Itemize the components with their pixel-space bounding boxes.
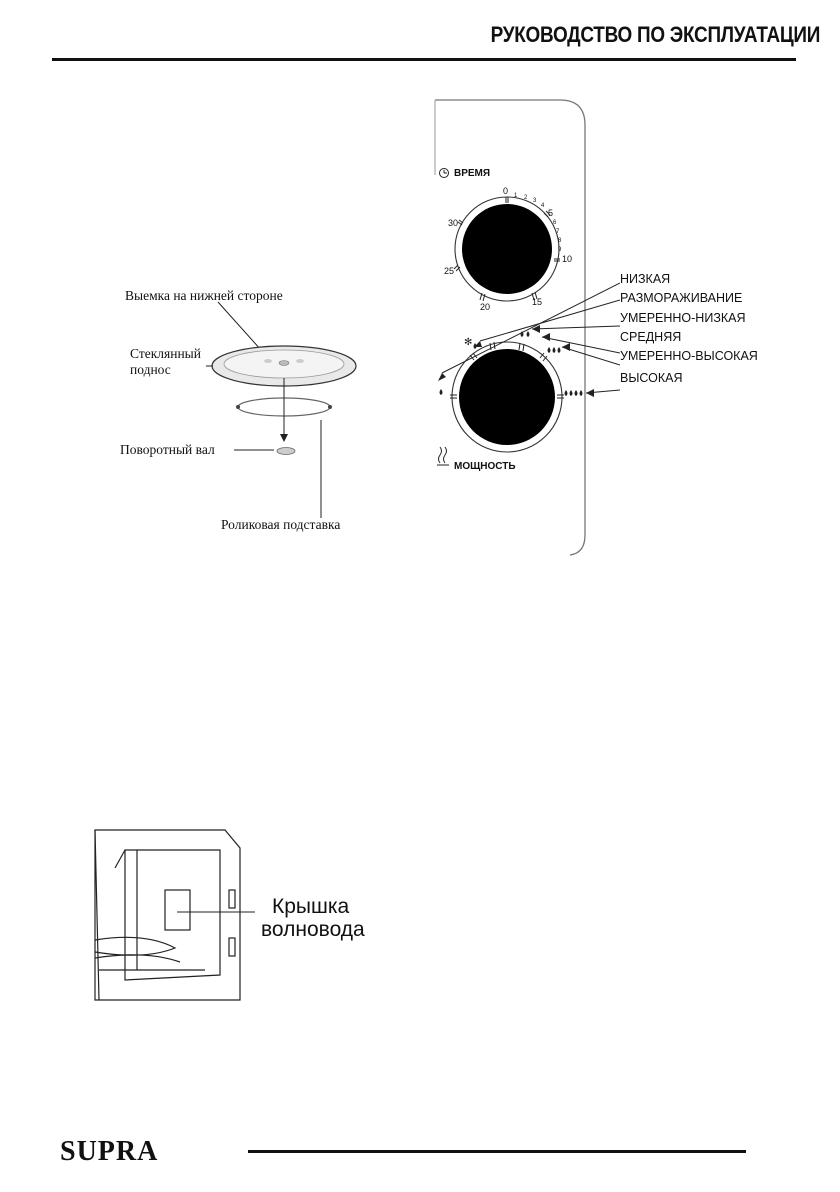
power-level-defrost: РАЗМОРАЖИВАНИЕ <box>620 291 743 305</box>
shaft-label: Поворотный вал <box>120 442 215 457</box>
tray-diagram <box>180 290 380 540</box>
time-mark-20: 20 <box>480 302 491 312</box>
header-rule <box>52 58 796 61</box>
power-icon <box>439 447 447 463</box>
time-mark-15: 15 <box>532 297 543 307</box>
power-level-high: ВЫСОКАЯ <box>620 371 683 385</box>
time-mark-0: 0 <box>503 186 509 196</box>
oven-diagram <box>85 820 255 1010</box>
control-panel <box>420 95 620 565</box>
time-minor-9: 9 <box>558 247 562 253</box>
time-title: ВРЕМЯ <box>454 168 491 179</box>
time-mark-10: 10 <box>562 254 573 264</box>
power-level-medium-high: УМЕРЕННО-ВЫСОКАЯ <box>620 349 758 363</box>
page-title: РУКОВОДСТВО ПО ЭКСПЛУАТАЦИИ <box>490 22 820 47</box>
power-title: МОЩНОСТЬ <box>454 461 516 472</box>
time-knob <box>462 204 552 294</box>
leader-medium-high <box>562 347 620 365</box>
oven-cavity <box>125 850 220 980</box>
time-mark-5: 5 <box>548 208 554 218</box>
defrost-icon: ✻ <box>464 337 473 348</box>
glass-tray-label-line2: поднос <box>130 362 171 377</box>
waveguide-label-line1: Крышка <box>272 895 350 918</box>
time-mark-25: 25 <box>444 266 455 276</box>
time-minor-7: 7 <box>556 229 560 235</box>
roller-label: Роликовая подставка <box>221 517 341 532</box>
time-mark-30: 30 <box>448 218 459 228</box>
power-level-low: НИЗКАЯ <box>620 272 671 286</box>
time-minor-6: 6 <box>553 220 557 226</box>
power-level-medium-low: УМЕРЕННО-НИЗКАЯ <box>620 311 746 325</box>
brand-logo: SUPRA <box>60 1136 159 1167</box>
time-minor-3: 3 <box>533 198 537 204</box>
rotary-shaft <box>277 448 295 455</box>
leader-medium-low <box>532 326 620 329</box>
power-knob <box>459 349 555 445</box>
glass-tray-label-line1: Стеклянный <box>130 346 201 361</box>
waveguide-label-line2: волновода <box>261 918 365 941</box>
power-level-medium: СРЕДНЯЯ <box>620 330 682 344</box>
time-minor-2: 2 <box>524 195 528 201</box>
waveguide-cover <box>165 890 190 930</box>
time-minor-4: 4 <box>541 203 545 209</box>
oven-tray <box>95 937 175 955</box>
time-minor-8: 8 <box>558 238 562 244</box>
notch-label: Выемка на нижней стороне <box>125 288 283 303</box>
footer-rule <box>248 1150 746 1153</box>
time-minor-1: 1 <box>514 193 518 199</box>
